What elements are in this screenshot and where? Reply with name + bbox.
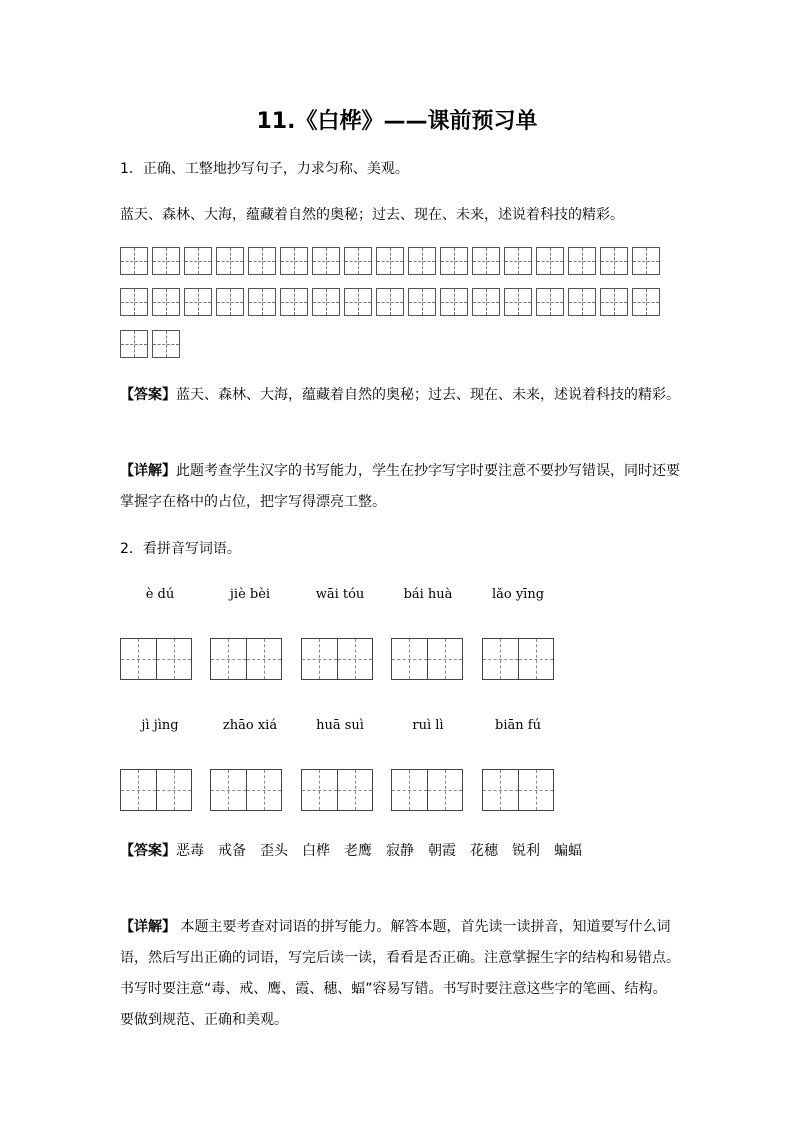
grid-cell[interactable] bbox=[600, 247, 628, 275]
answer-word: 白桦 bbox=[302, 843, 330, 859]
answer-word: 锐利 bbox=[512, 843, 540, 859]
grid-cell[interactable] bbox=[184, 247, 212, 275]
grid-cell[interactable] bbox=[120, 288, 148, 316]
word-box[interactable] bbox=[120, 638, 192, 680]
grid-cell[interactable] bbox=[120, 247, 148, 275]
grid-cell[interactable] bbox=[536, 247, 564, 275]
grid-cell[interactable] bbox=[632, 288, 660, 316]
answer-boxes-row-2 bbox=[120, 769, 680, 813]
word-box[interactable] bbox=[210, 638, 282, 680]
grid-cell[interactable] bbox=[376, 288, 404, 316]
answer-word: 戒备 bbox=[218, 843, 246, 859]
word-box[interactable] bbox=[120, 769, 192, 811]
answer-word: 寂静 bbox=[386, 843, 414, 859]
word-box[interactable] bbox=[482, 638, 554, 680]
grid-cell[interactable] bbox=[504, 247, 532, 275]
grid-cell[interactable] bbox=[152, 288, 180, 316]
word-box[interactable] bbox=[301, 769, 373, 811]
detail-text: 此题考查学生汉字的书写能力，学生在抄字写字时要注意不要抄写错误，同时还要掌握字在格中的占位，把字写得漂亮工整。 bbox=[120, 463, 680, 510]
answer-word: 花穗 bbox=[470, 843, 498, 859]
pinyin: biān fú bbox=[495, 718, 541, 733]
page-title: 11.《白桦》——课前预习单 bbox=[256, 109, 538, 134]
grid-cell[interactable] bbox=[312, 288, 340, 316]
q2-answer bbox=[120, 836, 680, 867]
pinyin: jì jìng bbox=[141, 718, 179, 733]
grid-cell[interactable] bbox=[344, 288, 372, 316]
grid-cell[interactable] bbox=[536, 288, 564, 316]
pinyin: è dú bbox=[145, 587, 175, 602]
pinyin-row-2 bbox=[120, 718, 680, 738]
word-box[interactable] bbox=[391, 638, 463, 680]
word-box[interactable] bbox=[210, 769, 282, 811]
pinyin: lǎo yīng bbox=[491, 587, 545, 602]
answer-label: 【答案】 bbox=[120, 387, 176, 403]
grid-cell[interactable] bbox=[120, 330, 148, 358]
pinyin: zhāo xiá bbox=[222, 718, 278, 733]
answer-word: 蝙蝠 bbox=[554, 843, 582, 859]
grid-cell[interactable] bbox=[344, 247, 372, 275]
grid-cell[interactable] bbox=[568, 247, 596, 275]
grid-cell[interactable] bbox=[280, 288, 308, 316]
word-box[interactable] bbox=[391, 769, 463, 811]
word-box[interactable] bbox=[301, 638, 373, 680]
grid-cell[interactable] bbox=[152, 247, 180, 275]
question-2-prompt: 2．看拼音写词语。 bbox=[120, 541, 241, 557]
copy-grid-row-1[interactable] bbox=[120, 247, 664, 275]
answer-word: 歪头 bbox=[260, 843, 288, 859]
grid-cell[interactable] bbox=[440, 288, 468, 316]
detail-label: 【详解】 bbox=[120, 919, 176, 935]
grid-cell[interactable] bbox=[280, 247, 308, 275]
grid-cell[interactable] bbox=[248, 247, 276, 275]
pinyin: jiè bèi bbox=[229, 587, 271, 602]
answer-word: 恶毒 bbox=[176, 843, 204, 859]
answer-word: 朝霞 bbox=[428, 843, 456, 859]
q2-detail bbox=[120, 912, 680, 1036]
grid-cell[interactable] bbox=[152, 330, 180, 358]
grid-cell[interactable] bbox=[568, 288, 596, 316]
pinyin: wāi tóu bbox=[315, 587, 365, 602]
q1-answer bbox=[120, 380, 680, 411]
pinyin: huā suì bbox=[316, 718, 364, 733]
grid-cell[interactable] bbox=[408, 247, 436, 275]
pinyin: bái huà bbox=[403, 587, 453, 602]
q1-detail bbox=[120, 456, 680, 518]
answer-label: 【答案】 bbox=[120, 843, 176, 859]
word-box[interactable] bbox=[482, 769, 554, 811]
copy-sentence: 蓝天、森林、大海，蕴藏着自然的奥秘；过去、现在、未来，述说着科技的精彩。 bbox=[120, 207, 624, 223]
grid-cell[interactable] bbox=[312, 247, 340, 275]
grid-cell[interactable] bbox=[376, 247, 404, 275]
copy-grid-row-3[interactable] bbox=[120, 330, 184, 358]
grid-cell[interactable] bbox=[408, 288, 436, 316]
grid-cell[interactable] bbox=[632, 247, 660, 275]
answer-word: 老鹰 bbox=[344, 843, 372, 859]
pinyin: ruì lì bbox=[412, 718, 444, 733]
pinyin-row-1 bbox=[120, 587, 680, 607]
grid-cell[interactable] bbox=[472, 288, 500, 316]
grid-cell[interactable] bbox=[216, 247, 244, 275]
detail-text: 本题主要考查对词语的拼写能力。解答本题，首先读一读拼音，知道要写什么词语，然后写出正确的词语，写完后读一读，看看是否正确。注意掌握生字的结构和易错点。书写时要注意“毒、戒、鹰、霞、穗、蝠”容易写错。书写时要注意这些字的笔画、结构。要做到规范、正确和美观。 bbox=[120, 919, 680, 1028]
grid-cell[interactable] bbox=[248, 288, 276, 316]
detail-label: 【详解】 bbox=[120, 463, 176, 479]
grid-cell[interactable] bbox=[504, 288, 532, 316]
grid-cell[interactable] bbox=[472, 247, 500, 275]
copy-grid-row-2[interactable] bbox=[120, 288, 664, 316]
grid-cell[interactable] bbox=[216, 288, 244, 316]
answer-boxes-row-1 bbox=[120, 638, 680, 682]
question-1-prompt: 1．正确、工整地抄写句子，力求匀称、美观。 bbox=[120, 161, 409, 177]
grid-cell[interactable] bbox=[600, 288, 628, 316]
grid-cell[interactable] bbox=[440, 247, 468, 275]
answer-text: 蓝天、森林、大海，蕴藏着自然的奥秘；过去、现在、未来，述说着科技的精彩。 bbox=[176, 387, 680, 403]
grid-cell[interactable] bbox=[184, 288, 212, 316]
